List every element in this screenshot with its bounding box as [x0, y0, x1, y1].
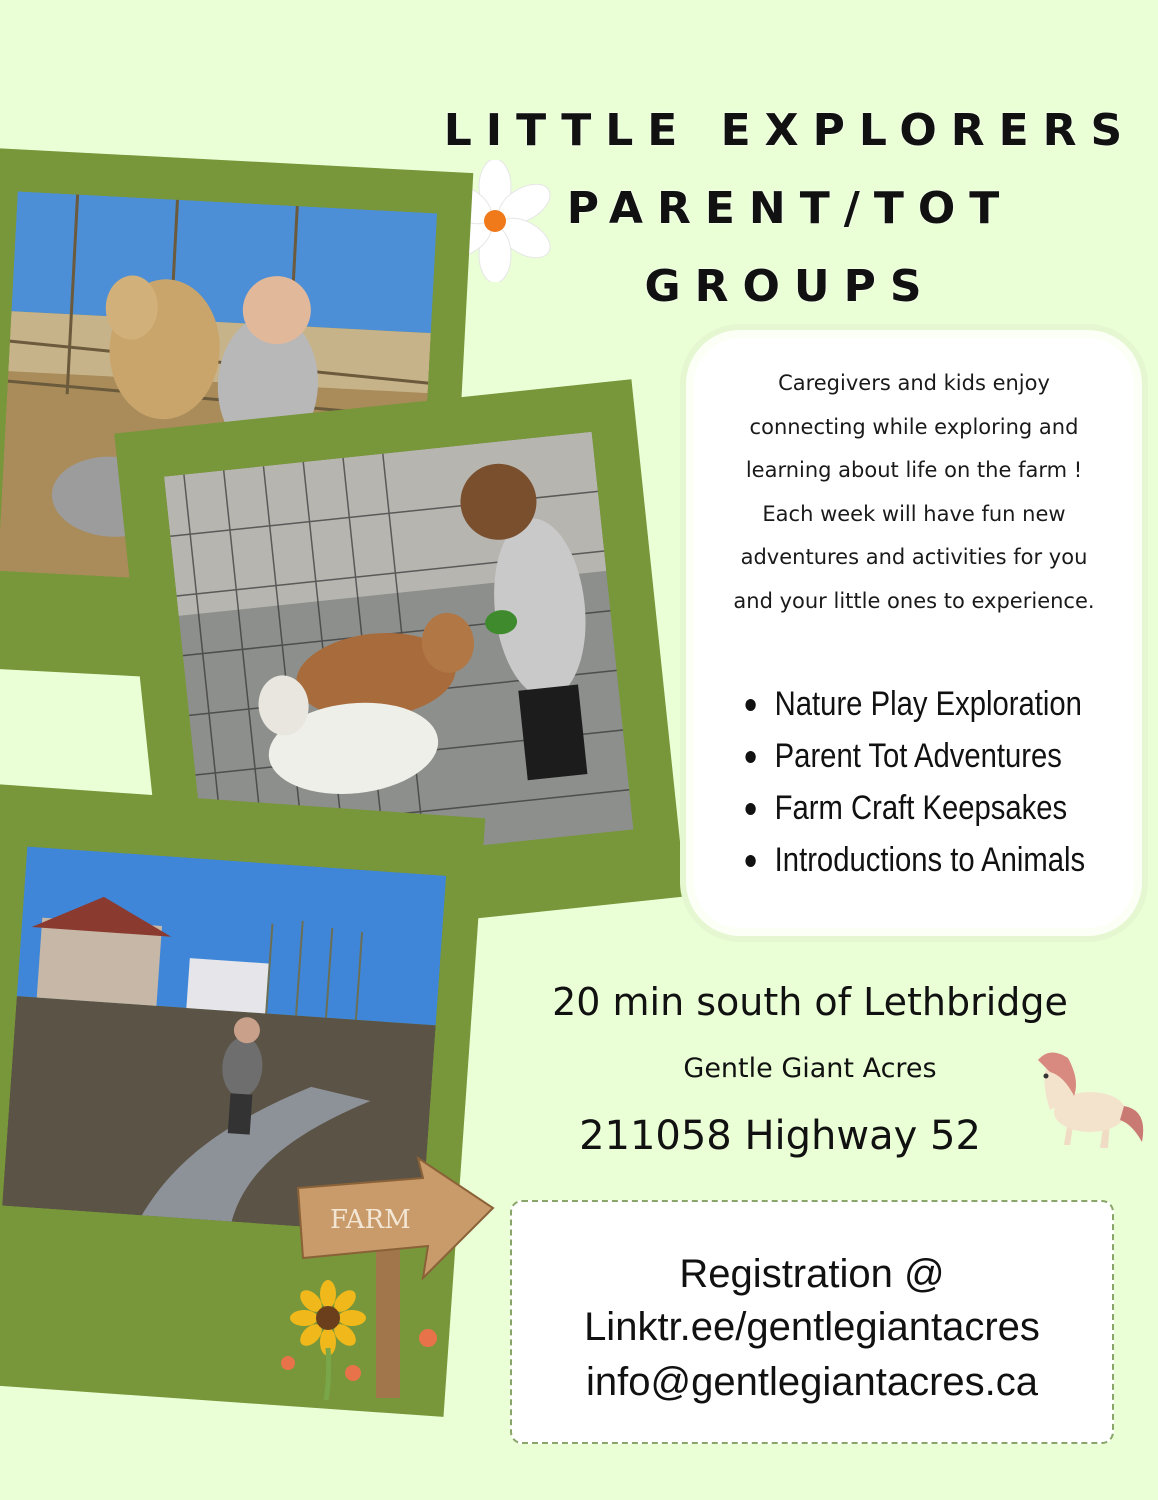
title-line-1: LITTLE EXPLORERS [443, 105, 1137, 156]
activity-item: Nature Play Exploration [742, 678, 1085, 730]
farm-sign-text: FARM [330, 1205, 411, 1235]
activity-item: Farm Craft Keepsakes [742, 782, 1085, 834]
description-line-6: and your little ones to experience. [733, 588, 1095, 613]
location-name: Gentle Giant Acres [683, 1053, 937, 1084]
activity-item: Introductions to Animals [742, 834, 1085, 886]
activity-item: Parent Tot Adventures [742, 730, 1085, 782]
description-line-3: learning about life on the farm ! [745, 458, 1083, 482]
title-line-3: GROUPS [644, 261, 936, 312]
description-line-5: adventures and activities for you [740, 545, 1088, 569]
activity-list [742, 678, 1141, 886]
registration-box [510, 1200, 1114, 1444]
farm-sign-icon [268, 1148, 498, 1400]
registration-link[interactable]: Linktr.ee/gentlegiantacres [584, 1305, 1040, 1349]
registration-email[interactable]: info@gentlegiantacres.ca [586, 1360, 1038, 1404]
description-line-2: connecting while exploring and [749, 414, 1079, 439]
registration-label: Registration @ [679, 1252, 945, 1296]
description-line-4: Each week will have fun new [762, 501, 1066, 526]
info-card [694, 338, 1134, 928]
program-description [694, 362, 1134, 623]
description-line-1: Caregivers and kids enjoy [778, 371, 1050, 395]
horse-icon [1020, 1050, 1146, 1160]
location-distance: 20 min south of Lethbridge [552, 980, 1068, 1024]
title-line-2: PARENT/TOT [566, 183, 1014, 234]
location-address: 211058 Highway 52 [579, 1113, 981, 1159]
